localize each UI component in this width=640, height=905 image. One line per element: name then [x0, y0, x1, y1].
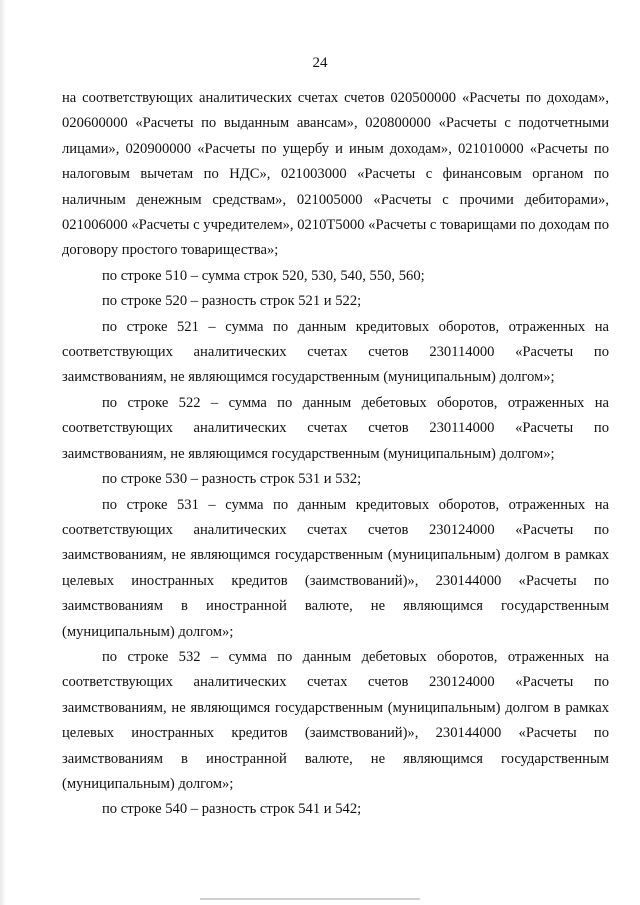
scan-artifact — [200, 898, 420, 900]
paragraph-line-522: по строке 522 – сумма по данным дебетовых оборотов, отраженных на соответствующих аналитических счетах счетов 230114000 «Расчеты по заимствованиям, не являющимся государственным (муниципальным) долгом»; — [62, 394, 609, 462]
paragraph-line-510: по строке 510 – сумма строк 520, 530, 540, 550, 560; — [102, 267, 425, 284]
paragraph-line-532: по строке 532 – сумма по данным дебетовых оборотов, отраженных на соответствующих аналитических счетах счетов 230124000 «Расчеты по заимствованиям, не являющимся государственным (муниципальным) долгом в рамках целевых иностранных кредитов (заимствований)», 230144000 «Расчеты по заимствованиям в иностранной валюте, не являющимся государственным (муниципальным) долгом»; — [62, 648, 609, 792]
paragraph-line-521: по строке 521 – сумма по данным кредитовых оборотов, отраженных на соответствующих аналитических счетах счетов 230114000 «Расчеты по заимствованиям, не являющимся государственным (муниципальным) долгом»; — [62, 318, 609, 386]
paragraph-line-531: по строке 531 – сумма по данным кредитовых оборотов, отраженных на соответствующих аналитических счетах счетов 230124000 «Расчеты по заимствованиям, не являющимся государственным (муниципальным) долгом в рамках целевых иностранных кредитов (заимствований)», 230144000 «Расчеты по заимствованиям в иностранной валюте, не являющимся государственным (муниципальным) долгом»; — [62, 496, 609, 640]
paragraph-continuation: на соответствующих аналитических счетах счетов 020500000 «Расчеты по доходам», 020600000 «Расчеты по выданным авансам», 020800000 «Расчеты с подотчетными лицами», 020900000 «Расчеты по ущербу и иным доходам», 021010000 «Расчеты по налоговым вычетам по НДС», 021003000 «Расчеты с финансовым органом по наличным денежным средствам», 021005000 «Расчеты с прочими дебиторами», 021006000 «Расчеты с учредителем», 0210Т5000 «Расчеты с товарищами по доходам по договору простого товарищества»; — [62, 90, 609, 259]
document-body — [62, 86, 609, 823]
scan-edge — [0, 0, 6, 905]
paragraph-line-540: по строке 540 – разность строк 541 и 542; — [102, 801, 362, 818]
paragraph-line-530: по строке 530 – разность строк 531 и 532; — [102, 471, 362, 488]
paragraph-line-520: по строке 520 – разность строк 521 и 522; — [102, 293, 362, 310]
page-number: 24 — [312, 55, 328, 71]
